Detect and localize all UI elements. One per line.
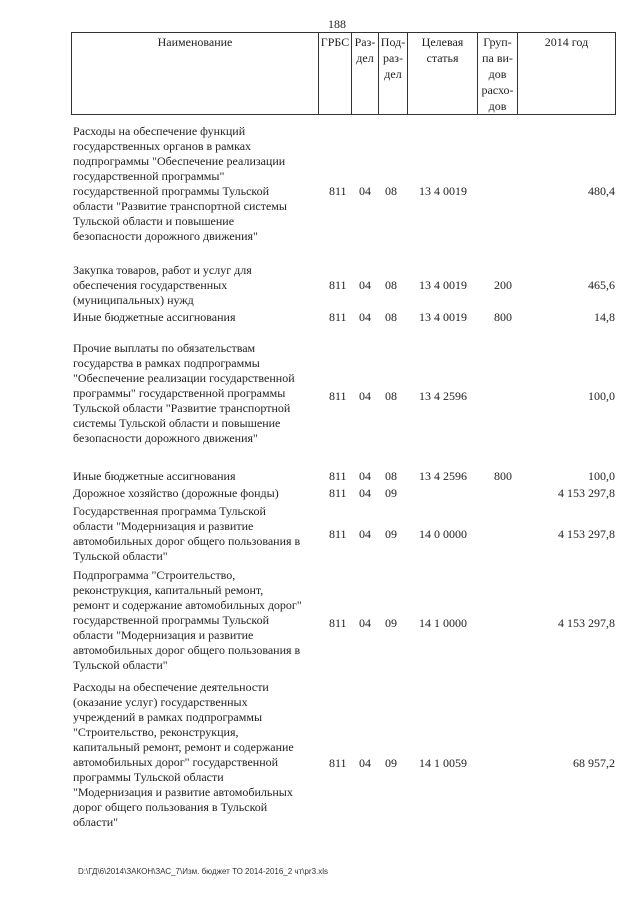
page-number: 188 <box>328 17 346 31</box>
row-article: 13 4 0019 <box>419 278 467 292</box>
row-vid: 800 <box>494 469 512 483</box>
row-grbs: 811 <box>329 310 347 324</box>
row-sum: 4 153 297,8 <box>558 527 615 541</box>
row-article: 13 4 0019 <box>419 310 467 324</box>
row-article: 14 1 0059 <box>419 756 467 770</box>
row-article: 14 1 0000 <box>419 616 467 630</box>
row-article: 13 4 2596 <box>419 389 467 403</box>
row-razdel: 04 <box>359 616 371 630</box>
row-razdel: 04 <box>359 310 371 324</box>
row-sum: 100,0 <box>588 469 615 483</box>
footer-file-path: D:\ГД\6\2014\ЗАКОН\ЗАС_7\Изм. бюджет ТО 2014-2016_2 чт\pr3.xls <box>78 867 329 876</box>
row-razdel: 04 <box>359 527 371 541</box>
header-year: 2014 год <box>518 33 616 115</box>
row-article: 14 0 0000 <box>419 527 467 541</box>
row-podrazdel: 09 <box>385 527 397 541</box>
row-name: Дорожное хозяйство (дорожные фонды) <box>73 486 279 500</box>
row-grbs: 811 <box>329 756 347 770</box>
row-grbs: 811 <box>329 527 347 541</box>
row-podrazdel: 08 <box>385 389 397 403</box>
header-vid: Груп- па ви- дов расхо- дов <box>478 33 518 115</box>
row-grbs: 811 <box>329 469 347 483</box>
row-podrazdel: 09 <box>385 756 397 770</box>
row-podrazdel: 08 <box>385 278 397 292</box>
row-name: Иные бюджетные ассигнования <box>73 310 236 324</box>
row-vid: 800 <box>494 310 512 324</box>
row-sum: 68 957,2 <box>573 756 615 770</box>
row-name: Прочие выплаты по обязательствам государства в рамках подпрограммы "Обеспечение реализации государственной программы" государственной программы Тульской области "Развитие транспортной системы Тульской области и повышение безопасности дорожного движения" <box>73 341 295 445</box>
row-grbs: 811 <box>329 616 347 630</box>
header-article: Целевая статья <box>408 33 478 115</box>
row-grbs: 811 <box>329 389 347 403</box>
row-razdel: 04 <box>359 389 371 403</box>
row-sum: 480,4 <box>588 184 615 198</box>
header-razdel: Раз- дел <box>352 33 379 115</box>
row-razdel: 04 <box>359 469 371 483</box>
row-razdel: 04 <box>359 278 371 292</box>
row-grbs: 811 <box>329 278 347 292</box>
row-podrazdel: 09 <box>385 616 397 630</box>
row-podrazdel: 09 <box>385 486 397 500</box>
row-sum: 4 153 297,8 <box>558 616 615 630</box>
row-grbs: 811 <box>329 184 347 198</box>
row-sum: 4 153 297,8 <box>558 486 615 500</box>
row-name: Иные бюджетные ассигнования <box>73 469 236 483</box>
row-sum: 14,8 <box>594 310 615 324</box>
row-vid: 200 <box>494 278 512 292</box>
row-sum: 100,0 <box>588 389 615 403</box>
row-razdel: 04 <box>359 184 371 198</box>
row-name: Закупка товаров, работ и услуг для обеспечения государственных (муниципальных) нужд <box>73 263 252 307</box>
row-name: Расходы на обеспечение функций государственных органов в рамках подпрограммы "Обеспечение реализации государственной программы" государственной программы Тульской области "Развитие транспортной системы Тульской области и повышение безопасности дорожного движения" <box>73 124 287 243</box>
table-header <box>71 32 616 115</box>
row-article: 13 4 0019 <box>419 184 467 198</box>
row-podrazdel: 08 <box>385 469 397 483</box>
row-name: Государственная программа Тульской области "Модернизация и развитие автомобильных дорог общего пользования в Тульской области" <box>73 504 301 563</box>
row-name: Расходы на обеспечение деятельности (оказание услуг) государственных учреждений в рамках подпрограммы "Строительство, реконструкция, капитальный ремонт, ремонт и содержание автомобильных дорог" государственной программы Тульской области "Модернизация и развитие автомобильных дорог общего пользования в Тульской области" <box>73 680 294 829</box>
row-razdel: 04 <box>359 756 371 770</box>
row-grbs: 811 <box>329 486 347 500</box>
row-sum: 465,6 <box>588 278 615 292</box>
row-razdel: 04 <box>359 486 371 500</box>
row-article: 13 4 2596 <box>419 469 467 483</box>
header-podrazdel: Под- раз- дел <box>379 33 408 115</box>
header-grbs: ГРБС <box>319 33 352 115</box>
row-name: Подпрограмма "Строительство, реконструкция, капитальный ремонт, ремонт и содержание автомобильных дорог" государственной программы Тульской области "Модернизация и развитие автомобильных дорог общего пользования в Тульской области" <box>73 568 302 672</box>
row-podrazdel: 08 <box>385 310 397 324</box>
header-name: Наименование <box>72 33 319 115</box>
row-podrazdel: 08 <box>385 184 397 198</box>
